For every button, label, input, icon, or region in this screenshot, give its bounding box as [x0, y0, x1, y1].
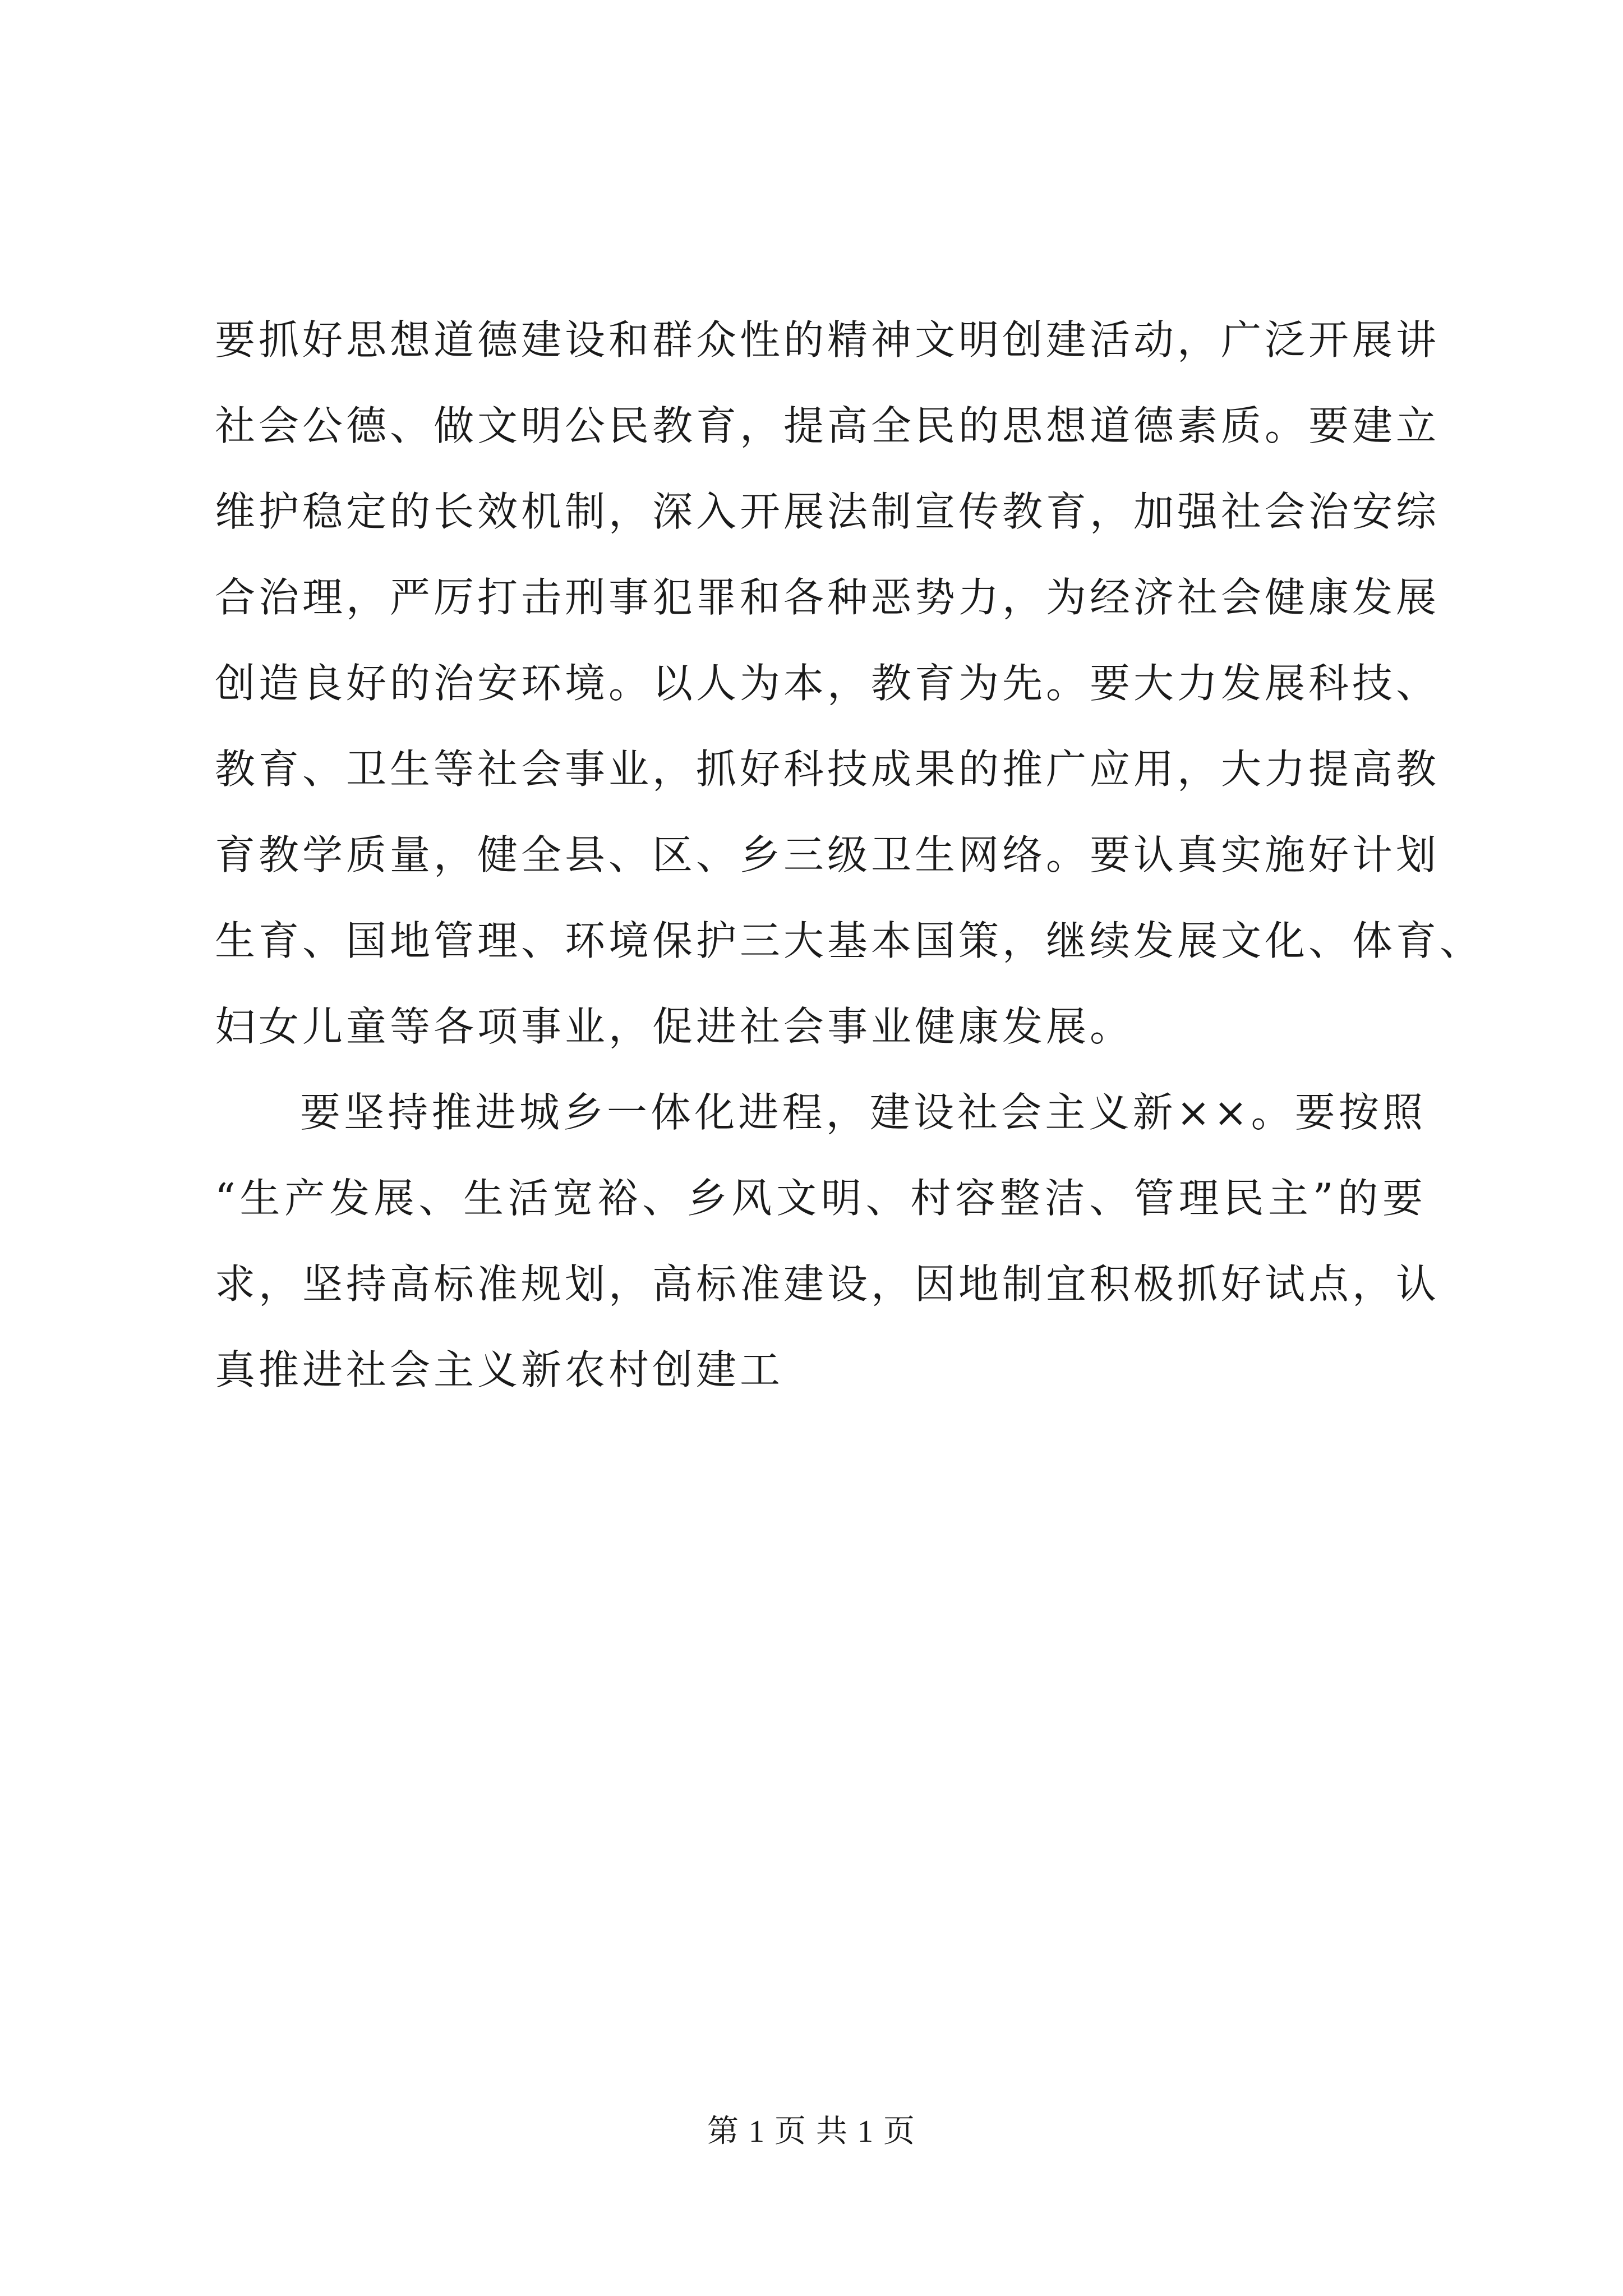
text-line: 创造良好的治安环境。以人为本，教育为先。要大力发展科技、	[215, 660, 1440, 707]
text-line: 教育、卫生等社会事业，抓好科技成果的推广应用，大力提高教	[215, 746, 1440, 793]
text-line: 育教学质量，健全县、区、乡三级卫生网络。要认真实施好计划	[215, 831, 1440, 878]
text-line: 生育、国地管理、环境保护三大基本国策，继续发展文化、体育、	[215, 917, 1484, 964]
text-line: 要坚持推进城乡一体化进程，建设社会主义新××。要按照	[300, 1089, 1426, 1136]
text-line: 合治理，严厉打击刑事犯罪和各种恶势力，为经济社会健康发展	[215, 574, 1440, 621]
text-line: 真推进社会主义新农村创建工	[215, 1346, 784, 1393]
document-body	[215, 297, 1484, 1413]
text-line: 社会公德、做文明公民教育，提高全民的思想道德素质。要建立	[215, 402, 1440, 449]
paragraph-2	[215, 1070, 1440, 1413]
text-line: 要抓好思想道德建设和群众性的精神文明创建活动，广泛开展讲	[215, 316, 1440, 364]
page-number-footer: 第 1 页 共 1 页	[707, 2114, 916, 2149]
text-line: 求，坚持高标准规划，高标准建设，因地制宜积极抓好试点，认	[215, 1260, 1440, 1308]
text-line: 妇女儿童等各项事业，促进社会事业健康发展。	[215, 1003, 1134, 1050]
text-line: 维护稳定的长效机制，深入开展法制宣传教育，加强社会治安综	[215, 488, 1440, 535]
paragraph-1	[215, 297, 1484, 1070]
text-line: “生产发展、生活宽裕、乡风文明、村容整洁、管理民主”的要	[215, 1175, 1426, 1222]
